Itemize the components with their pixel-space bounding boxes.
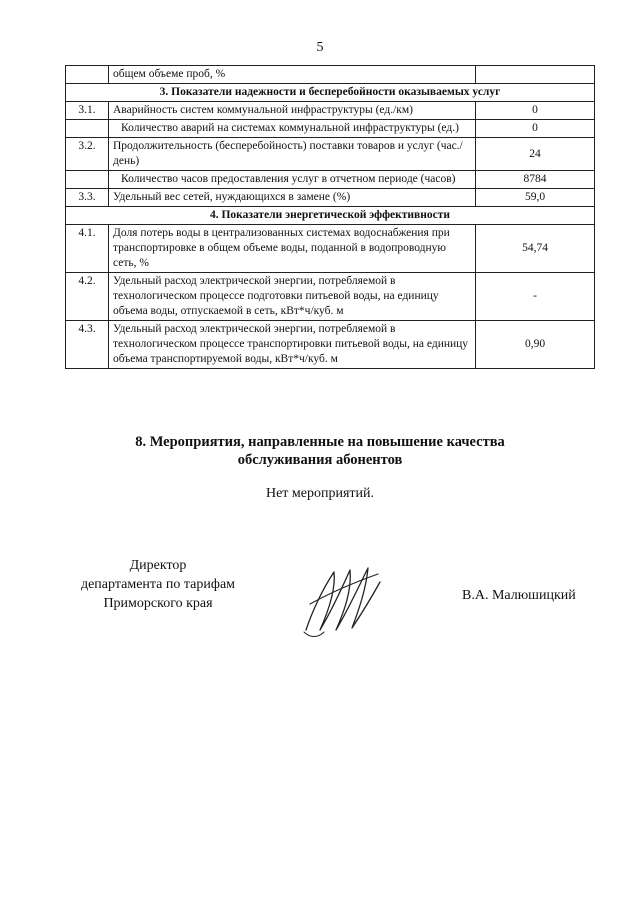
indicator-description: общем объеме проб, % — [109, 66, 476, 84]
indicator-description: Аварийность систем коммунальной инфраструктуры (ед./км) — [109, 102, 476, 120]
indicator-description: Доля потерь воды в централизованных системах водоснабжения при транспортировке в общем объеме воды, поданной в водопроводную сеть, % — [109, 225, 476, 273]
page-number: 5 — [316, 40, 324, 55]
row-number: 4.2. — [66, 273, 109, 321]
table-row — [66, 102, 595, 120]
section-header-row — [66, 84, 595, 102]
table-row — [66, 273, 595, 321]
indicator-description: Продолжительность (бесперебойность) поставки товаров и услуг (час./день) — [109, 138, 476, 171]
row-number: 3.3. — [66, 189, 109, 207]
table-row — [66, 120, 595, 138]
signer-title-line2: департамента по тарифам — [80, 577, 236, 592]
row-number: 4.3. — [66, 321, 109, 369]
section-header-row — [66, 207, 595, 225]
indicator-description: Удельный расход электрической энергии, потребляемой в технологическом процессе подготовки питьевой воды, на единицу объема воды, отпускаемой в сеть, кВт*ч/куб. м — [109, 273, 476, 321]
indicator-value — [476, 66, 595, 84]
row-number — [66, 171, 109, 189]
section-8-heading — [40, 433, 600, 469]
row-number — [66, 66, 109, 84]
section-title: 3. Показатели надежности и бесперебойности оказываемых услуг — [66, 84, 595, 102]
signer-title-line3: Приморского края — [103, 596, 213, 611]
table-row — [66, 321, 595, 369]
indicator-value: 24 — [476, 138, 595, 171]
no-measures-text: Нет мероприятий. — [265, 486, 375, 501]
signer-title-line1: Директор — [129, 558, 187, 573]
row-number: 3.2. — [66, 138, 109, 171]
indicator-value: 54,74 — [476, 225, 595, 273]
signer-name: В.А. Малюшицкий — [462, 588, 576, 603]
table-row — [66, 66, 595, 84]
indicator-value: 0,90 — [476, 321, 595, 369]
indicator-description: Удельный расход электрической энергии, потребляемой в технологическом процессе транспортировки питьевой воды, на единицу объема транспортируемой воды, кВт*ч/куб. м — [109, 321, 476, 369]
indicator-description: Количество часов предоставления услуг в отчетном периоде (часов) — [109, 171, 476, 189]
table-row — [66, 171, 595, 189]
handwritten-signature — [298, 560, 388, 640]
section-8-heading-line2: обслуживания абонентов — [237, 452, 403, 468]
row-number: 3.1. — [66, 102, 109, 120]
row-number: 4.1. — [66, 225, 109, 273]
indicator-value: 0 — [476, 102, 595, 120]
indicators-table — [65, 65, 595, 369]
indicator-value: 8784 — [476, 171, 595, 189]
indicator-value: 0 — [476, 120, 595, 138]
indicator-value: 59,0 — [476, 189, 595, 207]
signer-title — [58, 556, 258, 613]
table-row — [66, 138, 595, 171]
table-row — [66, 189, 595, 207]
indicator-description: Удельный вес сетей, нуждающихся в замене (%) — [109, 189, 476, 207]
section-8-heading-line1: 8. Мероприятия, направленные на повышение качества — [135, 434, 505, 450]
section-title: 4. Показатели энергетической эффективности — [66, 207, 595, 225]
row-number — [66, 120, 109, 138]
table-row — [66, 225, 595, 273]
indicator-value: - — [476, 273, 595, 321]
indicator-description: Количество аварий на системах коммунальной инфраструктуры (ед.) — [109, 120, 476, 138]
